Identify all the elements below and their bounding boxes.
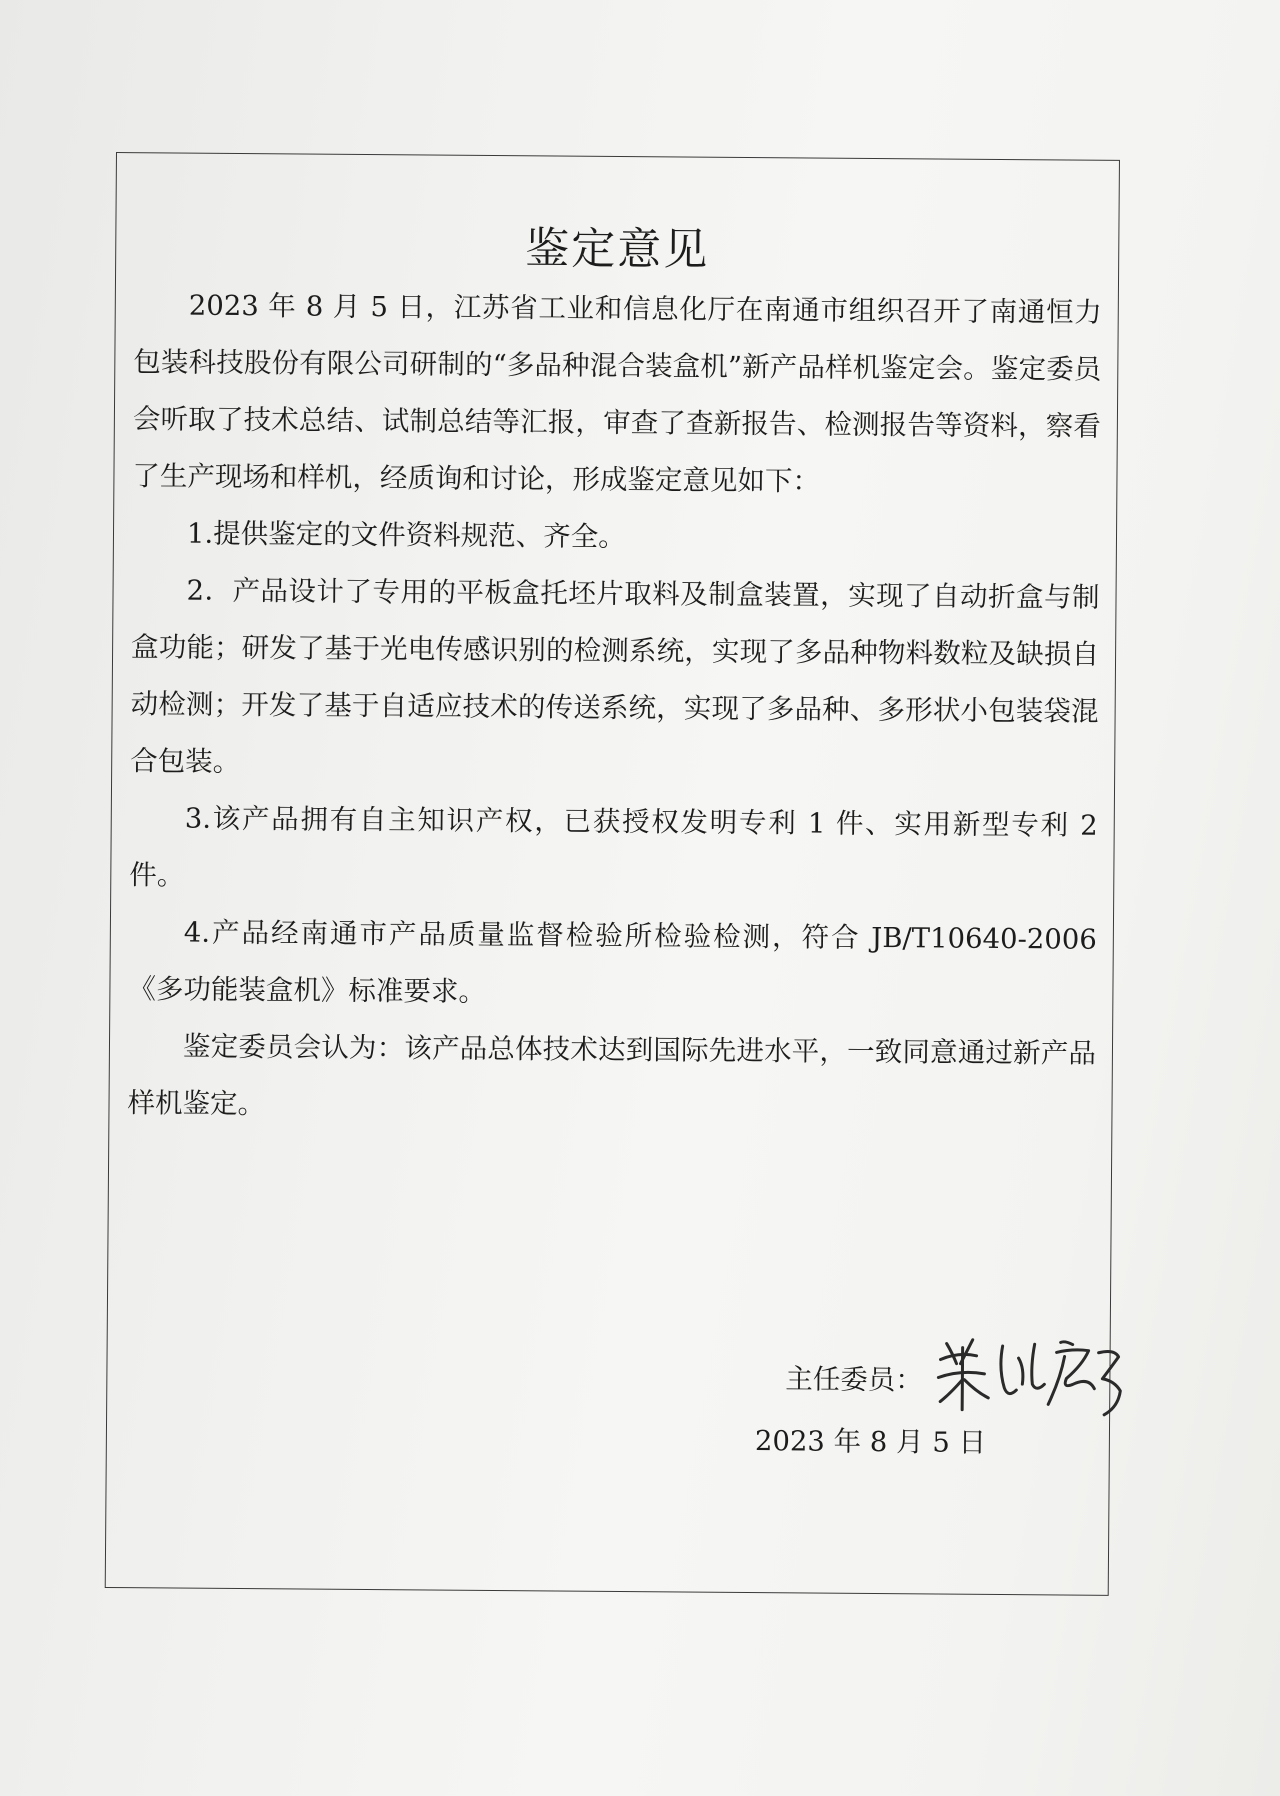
document-title: 鉴定意见 [525,223,710,276]
paragraph-item-4: 4.产品经南通市产品质量监督检验所检验检测，符合 JB/T10640-2006《多功能装盒机》标准要求。 [128,916,1097,1008]
document-body [127,277,1102,1140]
signature-date: 2023 年 8 月 5 日 [754,1425,987,1459]
paragraph-item-3: 3.该产品拥有自主知识产权，已获授权发明专利 1 件、实用新型专利 2 件。 [129,802,1098,892]
handwritten-signature [932,1317,1133,1429]
paragraph-item-2: 2．产品设计了专用的平板盒托坯片取料及制盒装置，实现了自动折盒与制盒功能；研发了基于光电传感识别的检测系统，实现了多品种物料数粒及缺损自动检测；开发了基于自适应技术的传送系统，实现了多品种、多形状小包装袋混合包装。 [130,574,1100,778]
paragraph-intro: 2023 年 8 月 5 日，江苏省工业和信息化厅在南通市组织召开了南通恒力包装科技股份有限公司研制的“多品种混合装盒机”新产品样机鉴定会。鉴定委员会听取了技术总结、试制总结等汇报，审查了查新报告、检测报告等资料，察看了生产现场和样机，经质询和讨论，形成鉴定意见如下： [132,289,1102,498]
signature-block [666,1337,1087,1520]
document-frame [105,152,1120,1596]
paragraph-conclusion: 鉴定委员会认为：该产品总体技术达到国际先进水平，一致同意通过新产品样机鉴定。 [127,1030,1097,1121]
chair-label: 主任委员： [785,1363,924,1397]
paragraph-item-1: 1.提供鉴定的文件资料规范、齐全。 [186,517,626,554]
